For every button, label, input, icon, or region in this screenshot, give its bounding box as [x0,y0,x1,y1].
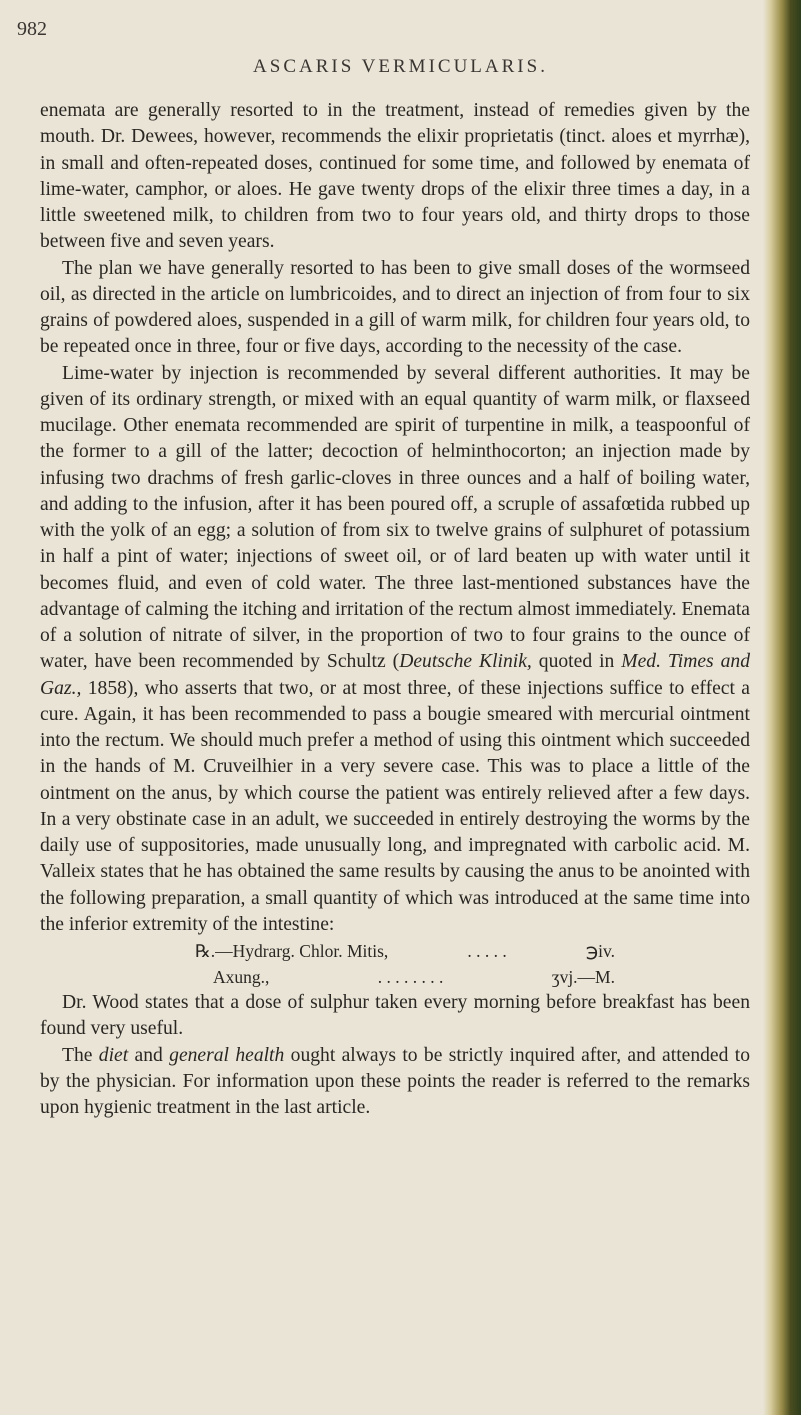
prescription-leader-2: . . . . . . . . [377,967,444,987]
journal-name: Deutsche Klinik, [399,651,532,673]
paragraph-3-part-a: Lime-water by injection is recommended by several different authorities. It may be given of its ordinary strength, or mixed with an equal quantity of warm milk, or flaxseed mucilage. Other enemata recommended are spirit of turpentine in milk, a teaspoonful of the former to a gill of the latter; decoction of helminthocorton; an injection made by infusing two drachms of fresh garlic-cloves in three ounces and a half of boiling water, and adding to the infusion, after it has been poured off, a scruple of assafœtida rubbed up with the yolk of an egg; a solution of from six to twelve grains of sulphuret of potassium in half a pint of water; injections of sweet oil, or of lard beaten up with water until it becomes fluid, and even of cold water. The three last-mentioned substances have the advantage of calming the itching and irritation of the rectum almost immediately. Enemata of a solution of nitrate of silver, in the proportion of two to four grains to the ounce of water, have been recommended by Schultz ( [40,362,750,673]
prescription-quantity-1: ℈iv. [585,941,615,961]
paragraph-3-part-c: 1858), who asserts that two, or at most three, of these injections suffice to effect a cure. Again, it has been recommended to pass a bougie smeared with mercurial ointment into the rectum. We should much prefer a method of using this ointment which succeeded in the hands of M. Cruveilhier in a very severe case. This was to place a little of the ointment on the anus, by which course the patient was entirely relieved after a few days. In a very obstinate case in an adult, we succeeded in entirely destroying the worms by the daily use of suppositories, made unusually long, and impregnated with carbolic acid. M. Valleix states that he has obtained the same results by causing the anus to be anointed with the following preparation, a small quantity of which was introduced at the same time into the inferior extremity of the intestine: [40,677,750,935]
prescription-leader-1: . . . . . [467,941,507,961]
prescription-line-2 [195,964,615,990]
prescription [40,938,750,990]
emphasis-general-health: general health [169,1044,285,1066]
body-text [40,98,750,1121]
paragraph-3 [40,361,750,939]
paragraph-5-part-b: and [128,1044,170,1066]
paragraph-5-part-c: ought always to be strictly inquired after, and attended to by the physician. For information upon these points the reader is referred to the remarks upon hygienic treatment in the last article. [40,1044,750,1118]
prescription-quantity-2: ʒvj.—M. [551,967,615,987]
paragraph-4: Dr. Wood states that a dose of sulphur taken every morning before breakfast has been found very useful. [40,992,750,1040]
paragraph-2: The plan we have generally resorted to has been to give small doses of the wormseed oil, as directed in the article on lumbricoides, and to direct an injection of from four to six grains of powdered aloes, suspended in a gill of warm milk, for children four years old, to be repeated once in three, four or five days, according to the necessity of the case. [40,257,750,358]
journal-citation: Med. Times and Gaz., [40,651,751,699]
running-head: ASCARIS VERMICULARIS. [253,56,548,77]
paragraph-5-part-a: The [62,1044,99,1066]
prescription-ingredient-1: ℞.—Hydrarg. Chlor. Mitis, [195,941,389,961]
paragraph-1: enemata are generally resorted to in the treatment, instead of remedies given by the mouth. Dr. Dewees, however, recommends the elixir proprietatis (tinct. aloes et myrrhæ), in small and often-repeated doses, continued for some time, and followed by enemata of lime-water, camphor, or aloes. He gave twenty drops of the elixir three times a day, in a little sweetened milk, to children from two to four years old, and thirty drops to those between five and seven years. [40,100,750,253]
prescription-line-1 [195,938,615,964]
prescription-ingredient-2: Axung., [213,967,270,987]
page-number: 982 [17,18,47,40]
emphasis-diet: diet [98,1044,129,1066]
paragraph-3-part-b: quoted in [531,651,622,673]
paragraph-5 [40,1043,750,1122]
book-spine-edge [763,0,801,1415]
